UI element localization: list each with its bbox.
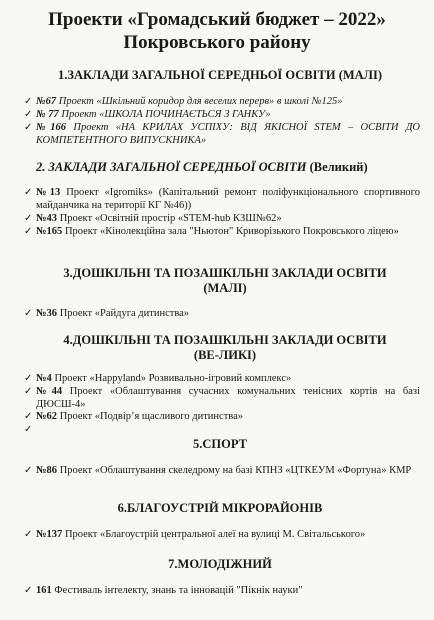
project-number: 161 xyxy=(36,585,52,596)
check-icon: ✓ xyxy=(24,187,33,198)
project-text: Проект «Happyland» Розвивально-ігровий комплекс» xyxy=(54,373,292,384)
check-icon: ✓ xyxy=(24,308,33,319)
check-icon: ✓ xyxy=(24,213,33,224)
list-item xyxy=(24,585,420,598)
project-text: Проект «Подвір’я щасливого дитинства» xyxy=(59,411,244,422)
section-heading-2 xyxy=(36,160,426,175)
list-item xyxy=(24,308,420,321)
list-item xyxy=(24,187,420,212)
section-heading-4: 4.ДОШКІЛЬНІ ТА ПОЗАШКІЛЬНІ ЗАКЛАДИ ОСВІТИ (ВЕ-ЛИКІ) xyxy=(63,333,387,362)
project-number: №44 xyxy=(36,386,63,397)
project-number: № 77 xyxy=(36,109,59,120)
check-icon: ✓ xyxy=(24,424,33,435)
project-number: №86 xyxy=(36,465,58,476)
section-heading-5: 5.СПОРТ xyxy=(193,437,247,451)
project-text: Проект «Кінолекційна зала "Ньютон" Криворізького Покровського ліцею» xyxy=(64,226,399,237)
check-icon: ✓ xyxy=(24,226,33,237)
check-icon: ✓ xyxy=(24,386,33,397)
project-text: Фестиваль інтелекту, знань та інновацій "Пікнік науки" xyxy=(54,585,303,596)
project-number: №165 xyxy=(36,226,63,237)
project-text: Проект «Облаштування сучасних комунальних тенісних кортів на базі ДЮСШ-4» xyxy=(36,386,420,410)
check-icon: ✓ xyxy=(24,529,33,540)
project-text: Проект «Благоустрій центральної алеї на вулиці М. Світальського» xyxy=(64,529,366,540)
check-icon: ✓ xyxy=(24,585,33,596)
document-title: Проекти «Громадський бюджет – 2022» Покровського району xyxy=(48,9,386,53)
list-item xyxy=(24,213,420,226)
project-number: №166 xyxy=(36,122,67,133)
check-icon: ✓ xyxy=(24,122,33,133)
check-icon: ✓ xyxy=(24,465,33,476)
check-icon: ✓ xyxy=(24,109,33,120)
project-text: Проект «Райдуга дитинства» xyxy=(59,308,190,319)
check-icon: ✓ xyxy=(24,411,33,422)
check-icon: ✓ xyxy=(24,96,33,107)
section-heading-3: 3.ДОШКІЛЬНІ ТА ПОЗАШКІЛЬНІ ЗАКЛАДИ ОСВІТИ (МАЛІ) xyxy=(63,266,387,295)
list-item xyxy=(24,411,420,424)
project-text: Проект «Облаштування скеледрому на базі КПНЗ «ЦТКЕУМ «Фортуна» КМР xyxy=(59,465,412,476)
project-number: №43 xyxy=(36,213,58,224)
list-item xyxy=(24,226,420,239)
project-text: Проект «ШКОЛА ПОЧИНАЄТЬСЯ З ГАНКУ» xyxy=(61,109,271,120)
section-heading-7: 7.МОЛОДІЖНИЙ xyxy=(168,557,272,571)
check-icon: ✓ xyxy=(24,373,33,384)
project-number: №62 xyxy=(36,411,58,422)
list-item xyxy=(24,373,420,386)
project-text: Проект «НА КРИЛАХ УСПІХУ: ВІД ЯКІСНОЇ STEM – ОСВІТИ ДО КОМПЕТЕНТНОГО ВИПУСКНИКА» xyxy=(36,122,421,146)
project-text: Проект «Шкільний коридор для веселих перерв» в школі №125» xyxy=(58,96,343,107)
project-number: №4 xyxy=(36,373,52,384)
section-heading-2-rest: (Великий) xyxy=(309,160,368,174)
project-number: №13 xyxy=(36,187,61,198)
section-heading-2-italic: 2. ЗАКЛАДИ ЗАГАЛЬНОЇ СЕРЕДНЬОЇ ОСВІТИ xyxy=(36,160,307,174)
project-text: Проект «Igromiks» (Капітальний ремонт поліфункціонального спортивного майданчика на території КГ №46)) xyxy=(36,187,420,211)
section-heading-1: 1.ЗАКЛАДИ ЗАГАЛЬНОЇ СЕРЕДНЬОЇ ОСВІТИ (МАЛІ) xyxy=(57,68,383,82)
list-item xyxy=(24,465,420,478)
list-item xyxy=(24,122,421,147)
project-number: №67 xyxy=(36,96,57,107)
project-text: Проект «Освітній простір «STEM-hub КЗШ№62» xyxy=(59,213,282,224)
project-number: №137 xyxy=(36,529,63,540)
section-heading-6: 6.БЛАГОУСТРІЙ МІКРОРАЙОНІВ xyxy=(117,501,323,515)
project-number: №36 xyxy=(36,308,58,319)
list-item xyxy=(24,386,420,411)
list-item xyxy=(24,96,420,109)
list-item xyxy=(24,109,420,122)
list-item xyxy=(24,529,420,542)
